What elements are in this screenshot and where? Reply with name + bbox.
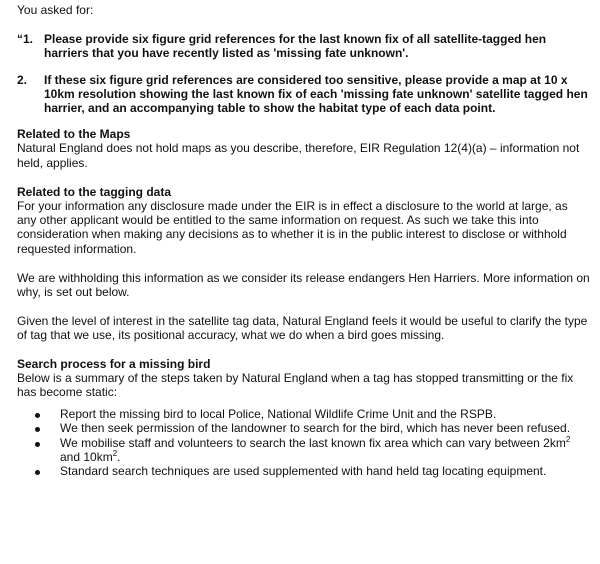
bullet-icon [17,436,60,464]
request-2-text: If these six figure grid references are considered too sensitive, please provide a map at 10 x 10km resolution showing the last known fix of each 'missing fate unknown' satellite tagged hen harrier, and an accompanying table to show the habitat type of each data point. [44,72,588,116]
tagging-paragraph-1: For your information any disclosure made under the EIR is in effect a disclosure to the world at large, as any other applicant would be entitled to the same information on request. As such we take this into consideration when making any decisions as to whether it is in the public interest to disclose or withhold requested information. [17,199,568,256]
maps-text: Natural England does not hold maps as you describe, therefore, EIR Regulation 12(4)(a) – information not held, applies. [17,141,580,170]
intro-text: You asked for: [17,3,94,17]
superscript-squared: 2 [112,448,118,458]
area-text-middle: and 10km [60,449,113,464]
list-item [17,407,590,421]
area-text-after: . [117,449,121,464]
list-item-text [60,436,590,464]
list-item [17,421,590,435]
bullet-icon [17,421,60,435]
request-1-number: “1. [17,32,34,47]
request-1 [17,32,590,60]
search-intro: Below is a summary of the steps taken by Natural England when a tag has stopped transmitting or the fix has become static: [17,370,574,400]
tagging-paragraph-3: Given the level of interest in the satellite tag data, Natural England feels it would be useful to clarify the type of tag that we use, its positional accuracy, what we do when a bird goes missing. [17,314,588,343]
bullet-icon [17,464,60,478]
request-1-text: Please provide six figure grid references for the last known fix of all satellite-tagged hen harriers that you have recently listed as 'missing fate unknown'. [44,32,547,61]
list-item-text: We then seek permission of the landowner to search for the bird, which has never been refused. [60,421,571,436]
list-item-text: Report the missing bird to local Police, National Wildlife Crime Unit and the RSPB. [60,407,497,422]
search-steps-list [17,407,590,478]
list-item [17,464,590,478]
area-text-before: We mobilise staff and volunteers to search the last known fix area which can vary between 2km [60,435,566,450]
list-item-text: Standard search techniques are used supplemented with hand held tag locating equipment. [60,464,547,479]
maps-heading: Related to the Maps [17,127,131,142]
request-2-number: 2. [17,72,28,87]
superscript-squared: 2 [565,434,571,444]
list-item [17,436,590,464]
request-2 [17,73,590,116]
search-heading: Search process for a missing bird [17,356,211,371]
tagging-paragraph-2: We are withholding this information as we consider its release endangers Hen Harriers. More information on why, is set out below. [17,270,590,300]
bullet-icon [17,407,60,421]
tagging-heading: Related to the tagging data [17,184,172,199]
